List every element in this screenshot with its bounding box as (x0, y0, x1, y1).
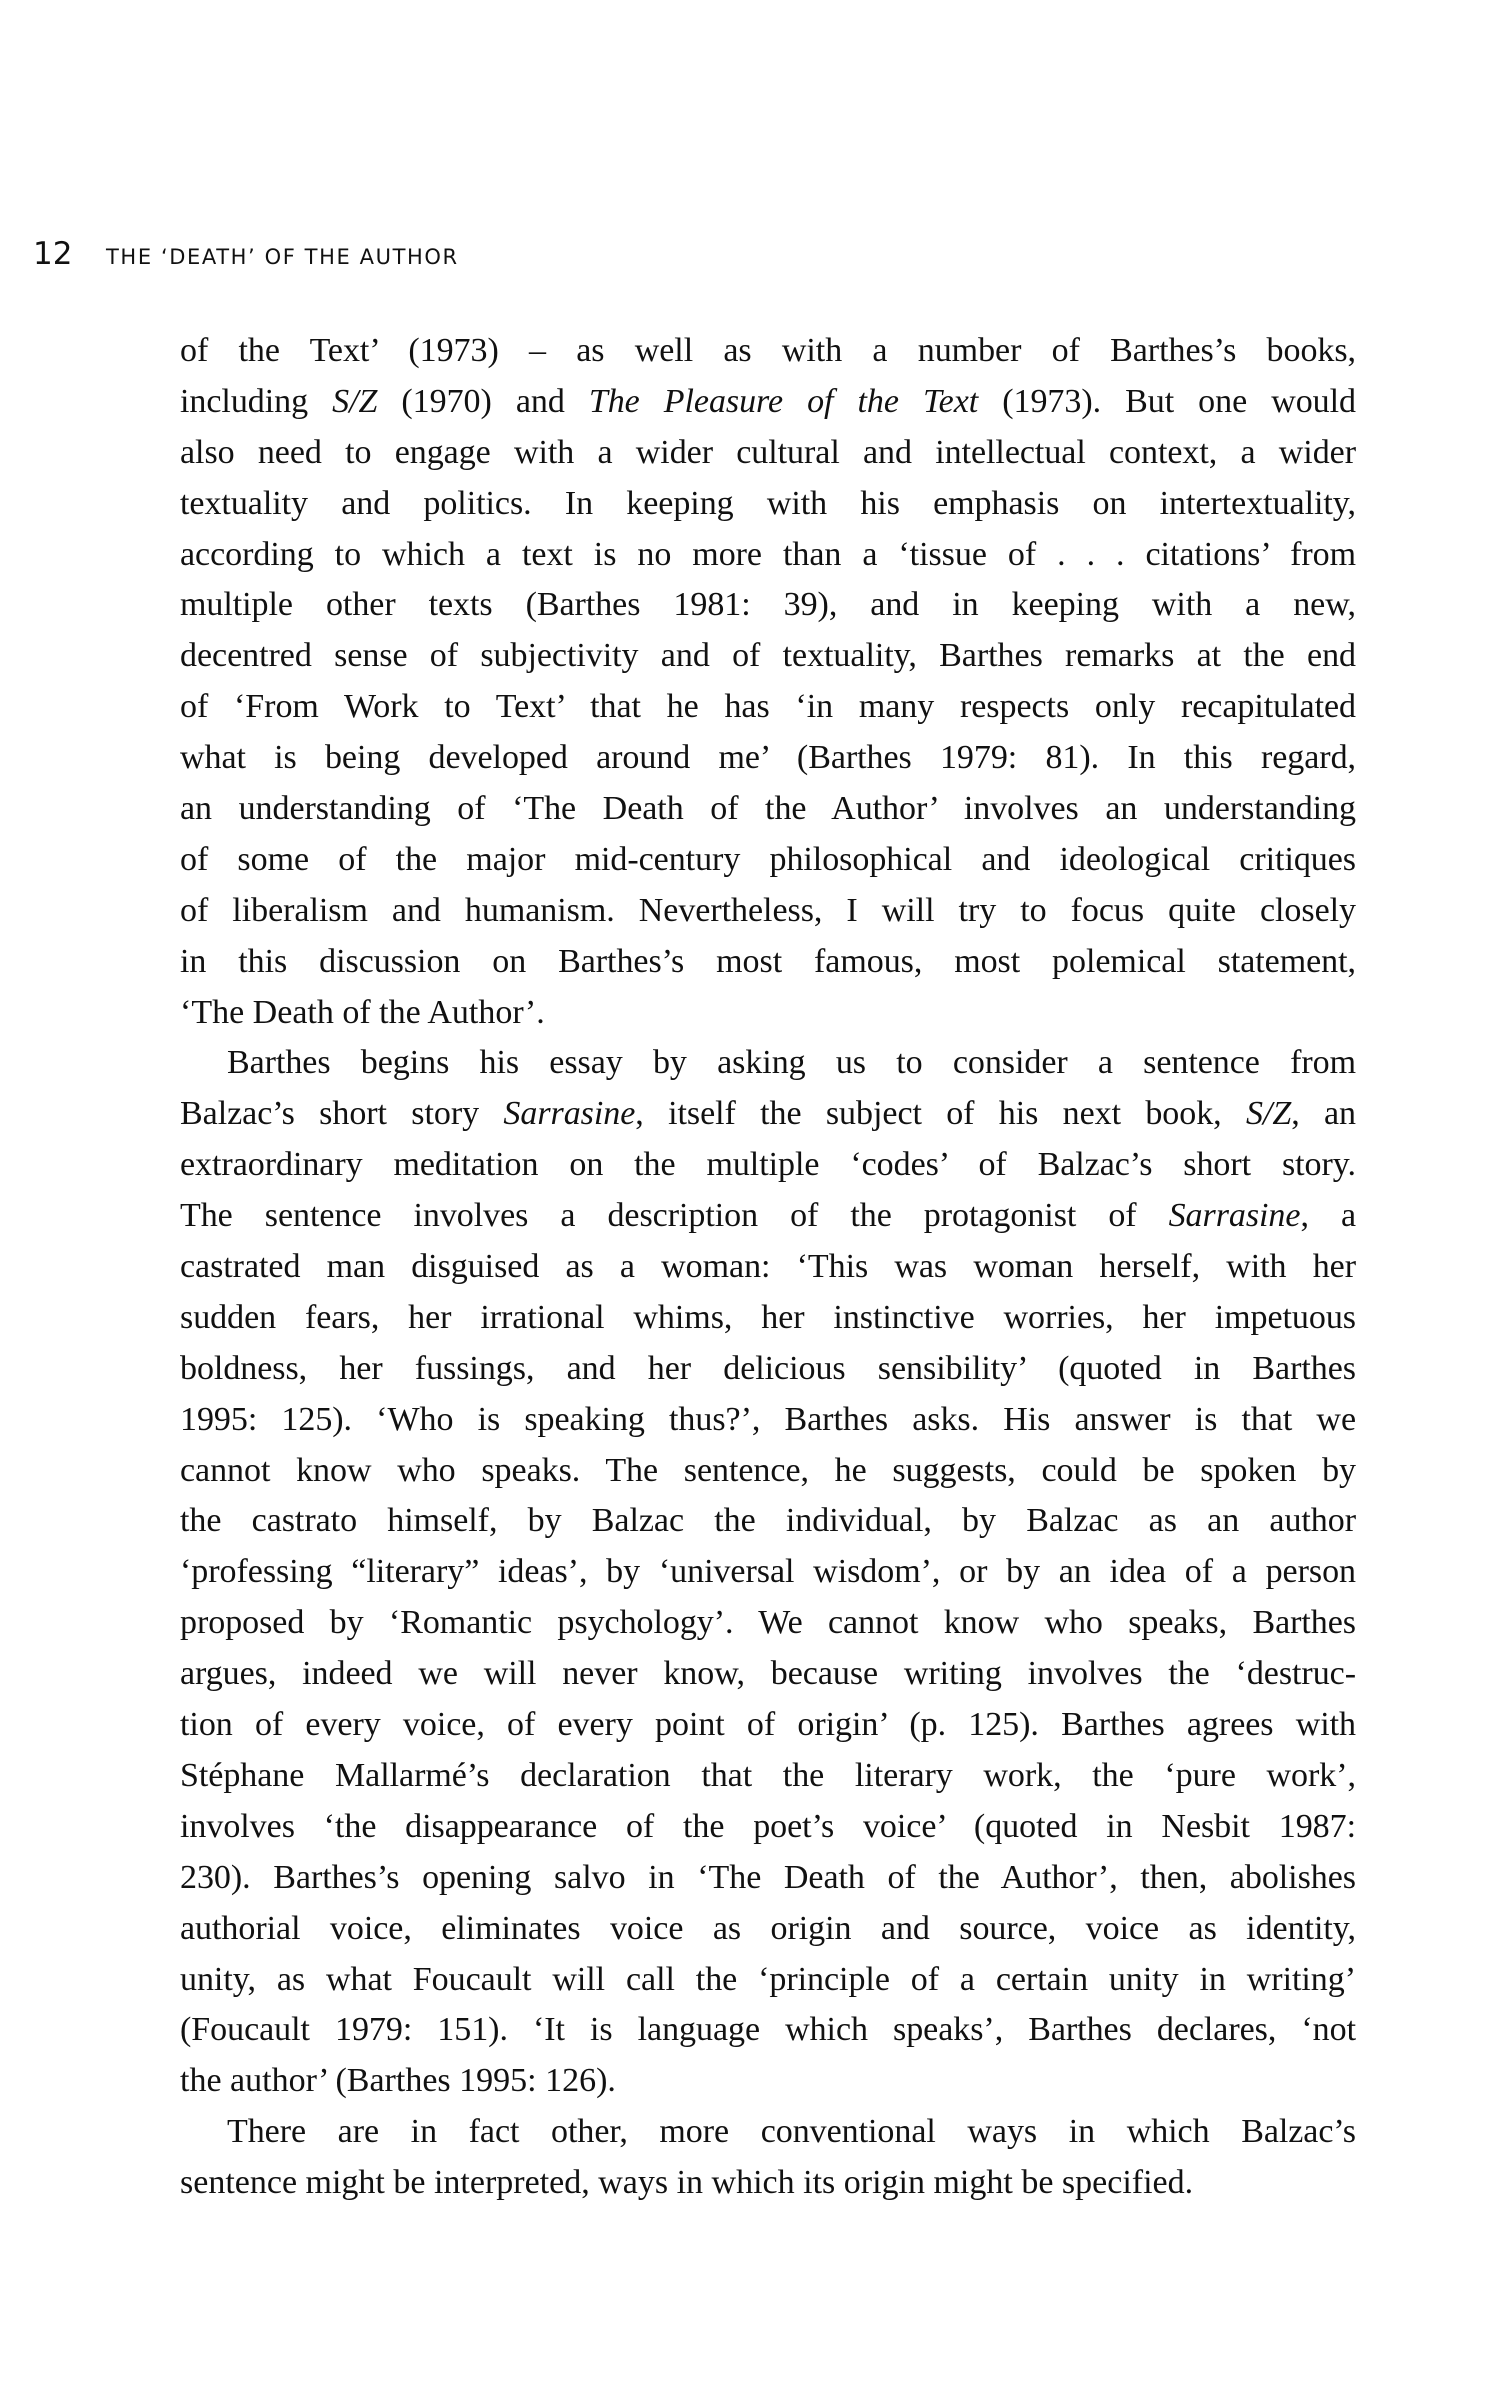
text-line (180, 326, 1356, 377)
text-line (180, 1649, 1356, 1700)
text-segment: (1973). But one would (978, 382, 1356, 420)
italic-title: Sarrasine (1168, 1197, 1301, 1235)
text-segment: including (180, 382, 333, 420)
text-line (180, 784, 1356, 835)
text-line (180, 1395, 1356, 1446)
text-line (180, 2005, 1356, 2056)
text-line (180, 1700, 1356, 1751)
text-segment: decentred sense of subjectivity and of textuality, Barthes remarks at the end (180, 637, 1356, 675)
text-line (180, 1191, 1356, 1242)
text-line (180, 1496, 1356, 1547)
text-segment: argues, indeed we will never know, because writing involves the ‘destruc- (180, 1655, 1356, 1693)
text-line (180, 1242, 1356, 1293)
text-line (180, 1140, 1356, 1191)
text-segment: of liberalism and humanism. Nevertheless, I will try to focus quite closely (180, 891, 1356, 929)
text-line (180, 682, 1356, 733)
text-segment: 230). Barthes’s opening salvo in ‘The Death of the Author’, then, abolishes (180, 1858, 1356, 1896)
text-segment: in this discussion on Barthes’s most famous, most polemical statement, (180, 942, 1356, 980)
text-line (180, 1904, 1356, 1955)
text-segment: , a (1300, 1197, 1356, 1235)
text-line (180, 479, 1356, 530)
text-segment: multiple other texts (Barthes 1981: 39), and in keeping with a new, (180, 586, 1356, 624)
text-segment: 1995: 125). ‘Who is speaking thus?’, Barthes asks. His answer is that we (180, 1400, 1356, 1438)
text-segment: according to which a text is no more than a ‘tissue of . . . citations’ from (180, 535, 1356, 573)
text-line (180, 1547, 1356, 1598)
text-line (180, 1802, 1356, 1853)
text-segment: of ‘From Work to Text’ that he has ‘in many respects only recapitulated (180, 688, 1356, 726)
text-segment: castrated man disguised as a woman: ‘This was woman herself, with her (180, 1248, 1356, 1286)
text-segment: unity, as what Foucault will call the ‘principle of a certain unity in writing’ (180, 1960, 1356, 1998)
text-line (180, 1038, 1356, 1089)
text-segment: The sentence involves a description of the protagonist of (180, 1197, 1169, 1235)
text-line (180, 428, 1356, 479)
text-line (180, 377, 1356, 428)
italic-title: S/Z (332, 382, 378, 420)
italic-title: Sarrasine (503, 1095, 636, 1133)
italic-title: S/Z (1245, 1095, 1292, 1133)
text-line (180, 937, 1356, 988)
text-segment: of some of the major mid-century philosophical and ideological critiques (180, 840, 1356, 878)
page-number: 12 (33, 236, 73, 272)
text-line (180, 631, 1356, 682)
text-segment: of the Text’ (1973) – as well as with a number of Barthes’s books, (180, 332, 1356, 369)
text-segment: tion of every voice, of every point of origin’ (p. 125). Barthes agrees with (180, 1706, 1356, 1744)
text-line (180, 1955, 1356, 2006)
running-head (33, 236, 459, 280)
text-line (180, 1293, 1356, 1344)
text-segment: extraordinary meditation on the multiple ‘codes’ of Balzac’s short story. (180, 1146, 1356, 1184)
text-segment: (Foucault 1979: 151). ‘It is language which speaks’, Barthes declares, ‘not (180, 2011, 1356, 2049)
text-segment: ‘The Death of the Author’. (180, 993, 545, 1031)
text-segment: sudden fears, her irrational whims, her instinctive worries, her impetuous (180, 1298, 1356, 1336)
text-line (180, 2158, 1356, 2209)
text-segment: proposed by ‘Romantic psychology’. We cannot know who speaks, Barthes (180, 1604, 1356, 1642)
running-title: THE ‘DEATH’ OF THE AUTHOR (106, 245, 459, 269)
text-line (180, 1446, 1356, 1497)
text-segment: ‘professing “literary” ideas’, by ‘universal wisdom’, or by an idea of a person (180, 1553, 1356, 1591)
text-segment: , an (1291, 1095, 1357, 1133)
text-segment: Balzac’s short story (180, 1095, 504, 1133)
text-line (180, 1853, 1356, 1904)
italic-title: The Pleasure of the Text (588, 382, 979, 420)
text-segment: Stéphane Mallarmé’s declaration that the literary work, the ‘pure work’, (180, 1756, 1356, 1794)
text-line (180, 1089, 1356, 1140)
text-line (180, 1751, 1356, 1802)
text-segment: cannot know who speaks. The sentence, he suggests, could be spoken by (180, 1451, 1356, 1489)
text-line (180, 1344, 1356, 1395)
text-segment: the castrato himself, by Balzac the individual, by Balzac as an author (180, 1502, 1356, 1540)
text-line (180, 580, 1356, 631)
text-segment: (1970) and (377, 382, 589, 420)
text-segment: There are in fact other, more conventional ways in which Balzac’s (227, 2113, 1356, 2151)
text-line (180, 2107, 1356, 2158)
text-line (180, 988, 1356, 1039)
text-line (180, 835, 1356, 886)
text-line (180, 530, 1356, 581)
text-segment: the author’ (Barthes 1995: 126). (180, 2062, 616, 2100)
text-line (180, 2056, 1356, 2107)
text-line (180, 733, 1356, 784)
text-segment: , itself the subject of his next book, (635, 1095, 1246, 1133)
text-segment: also need to engage with a wider cultural and intellectual context, a wider (180, 433, 1356, 471)
text-segment: authorial voice, eliminates voice as origin and source, voice as identity, (180, 1909, 1356, 1947)
text-line (180, 886, 1356, 937)
text-segment: Barthes begins his essay by asking us to consider a sentence from (227, 1044, 1356, 1082)
text-segment: sentence might be interpreted, ways in which its origin might be specified. (180, 2164, 1194, 2202)
text-segment: boldness, her fussings, and her delicious sensibility’ (quoted in Barthes (180, 1349, 1356, 1387)
text-segment: involves ‘the disappearance of the poet’s voice’ (quoted in Nesbit 1987: (180, 1807, 1356, 1845)
text-line (180, 1598, 1356, 1649)
text-segment: what is being developed around me’ (Barthes 1979: 81). In this regard, (180, 739, 1356, 777)
body-text (180, 326, 1356, 2209)
text-segment: textuality and politics. In keeping with his emphasis on intertextuality, (180, 484, 1356, 522)
text-segment: an understanding of ‘The Death of the Author’ involves an understanding (180, 790, 1356, 828)
